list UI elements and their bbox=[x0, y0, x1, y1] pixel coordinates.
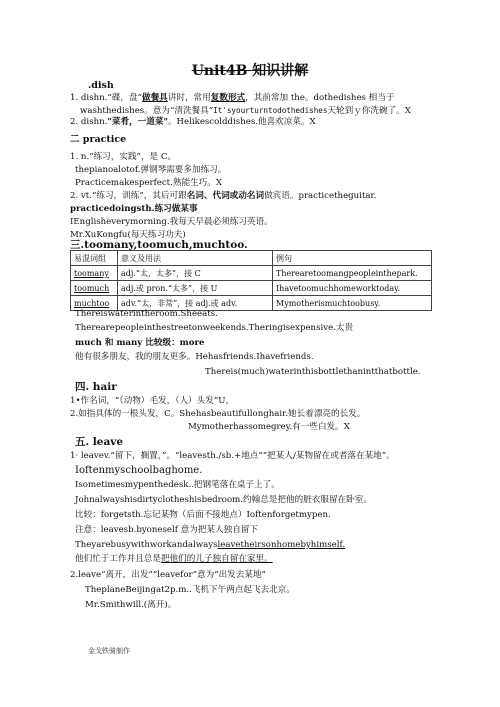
practice-line-3: Practicemakesperfect.熟能生巧。X bbox=[75, 178, 222, 188]
practice-line-4: 2. vt.“练习，训练”，其后可跟名词、代词或动名词做宾语。practicetheguitar. bbox=[70, 191, 377, 201]
table-cell: adv.“太，非常”，接 adj.或 adv. bbox=[118, 296, 273, 311]
footer-credit: 金戈铁骑制作 bbox=[88, 647, 130, 655]
dish-line-3: 2. dishn."菜肴，一道菜"。Helikescolddishes.他喜欢凉菜。X bbox=[70, 117, 316, 127]
toomany-line-2: Therearepeopleinthestreetonweekends.Theringisexpensive.太贵 bbox=[75, 323, 354, 333]
leave-line-10: TheplaneBeijingat2p.m..飞机下午两点起飞去北京。 bbox=[85, 585, 295, 595]
hair-line-3: Mymotherhassomegrey.有一些白发。X bbox=[188, 422, 350, 432]
dish-line-2: washthedishes。意为“清洗餐具”It'syourturntodothedishes天轮到ｙ你洗碗了。X bbox=[80, 106, 411, 116]
table-cell: muchtoo bbox=[71, 296, 118, 311]
section-leave-heading: 五. leave bbox=[75, 436, 124, 448]
table-row bbox=[71, 266, 432, 281]
page-title: Unit4B 知识讲解 bbox=[191, 63, 309, 79]
toomany-line-4: 他有很多朋友，我的朋友更多。Hehasfriends.Ihavefriends. bbox=[75, 352, 314, 362]
table-cell: Mymotherismuchtoobusy. bbox=[273, 296, 432, 311]
comparison-table bbox=[70, 250, 432, 311]
toomany-line-5: Thereis(much)waterinthisbottlethanintthatbottle. bbox=[205, 367, 421, 377]
hair-line-2: 2.如指具体的一根头发，C。Shehasbeautifullonghair.她长着漂亮的长发。 bbox=[70, 409, 366, 419]
table-cell: adj.或 pron.“太多”，接 U bbox=[118, 281, 273, 296]
practice-line-5: practicedoingsth.练习做某事 bbox=[70, 204, 198, 214]
table-cell: Therearetoomangpeopleinthepark. bbox=[273, 266, 432, 281]
leave-line-7: Theyarebusywithworkandalwaysleavetheirsonhomebyhimself. bbox=[75, 540, 346, 550]
leave-line-6: 注意：leavesb.byoneself 意为把某人独自留下 bbox=[75, 525, 258, 535]
leave-line-11: Mr.Smithwill.(离开)。 bbox=[85, 600, 177, 610]
section-hair-heading: 四. hair bbox=[75, 381, 117, 393]
table-header-cell: 例句 bbox=[273, 251, 432, 266]
section-toomany-heading: 三.toomany,toomuch,muchtoo. bbox=[70, 239, 248, 251]
practice-line-7: Mr.XuKongfu(每天练习功夫) bbox=[70, 230, 186, 240]
toomany-line-1: Thereiswaterintheroom.Sheeats. bbox=[75, 309, 218, 319]
section-dish-heading: .dish bbox=[88, 80, 114, 91]
dish-line-1: 1. dishn.“碟，盘”做餐具讲时，常用复数形式，其前常加 the。dothedishes 相当于 bbox=[70, 93, 395, 103]
table-header-row bbox=[71, 251, 432, 266]
table-cell: toomuch bbox=[71, 281, 118, 296]
hair-line-1: 1•作名词，“（动物）毛发，（人）头发”U， bbox=[70, 396, 235, 406]
table-cell: toomany bbox=[71, 266, 118, 281]
leave-line-9: 2.leave“离开，出发”“leavefor”意为“出发去某地” bbox=[70, 570, 266, 580]
practice-line-6: IEnglisheverymorning.我每天早晨必须练习英语。 bbox=[70, 217, 273, 227]
leave-line-1: 1· leavev.“留下，搁置，”。“leavesth./sb.+地点”“把某人/某物留在或者落在某地”。 bbox=[70, 451, 395, 461]
practice-line-2: thepianoalotof.弹钢琴需要多加练习。 bbox=[75, 165, 227, 175]
table-row bbox=[71, 281, 432, 296]
leave-line-5: 比较：forgetsth.忘记某物（后面不接地点）Ioftenforgetmypen. bbox=[75, 510, 331, 520]
leave-line-3: Isometimesmypenthedesk..把钢笔落在桌子上了。 bbox=[75, 480, 280, 490]
leave-line-8: 他们忙于工作并且总是把他们的儿子独自留在家里。 bbox=[75, 554, 273, 564]
practice-line-1: 1. n.“练习，实践”，是 C。 bbox=[70, 152, 177, 162]
toomany-line-3: much 和 many 比较级：more bbox=[75, 338, 205, 348]
table-header-cell: 易混词组 bbox=[71, 251, 118, 266]
table-header-cell: 意义及用法 bbox=[118, 251, 273, 266]
table-cell: adj.“太，太多”，接 C bbox=[118, 266, 273, 281]
leave-line-4: Johnalwayshisdirtyclotheshisbedroom.约翰总是把他的脏衣服留在卧室。 bbox=[75, 495, 372, 505]
table-cell: Ihavetoomuchhomeworktoday. bbox=[273, 281, 432, 296]
section-practice-heading: 二 practice bbox=[70, 134, 127, 145]
leave-line-2: Ioftenmyschoolbaghome. bbox=[75, 465, 203, 476]
